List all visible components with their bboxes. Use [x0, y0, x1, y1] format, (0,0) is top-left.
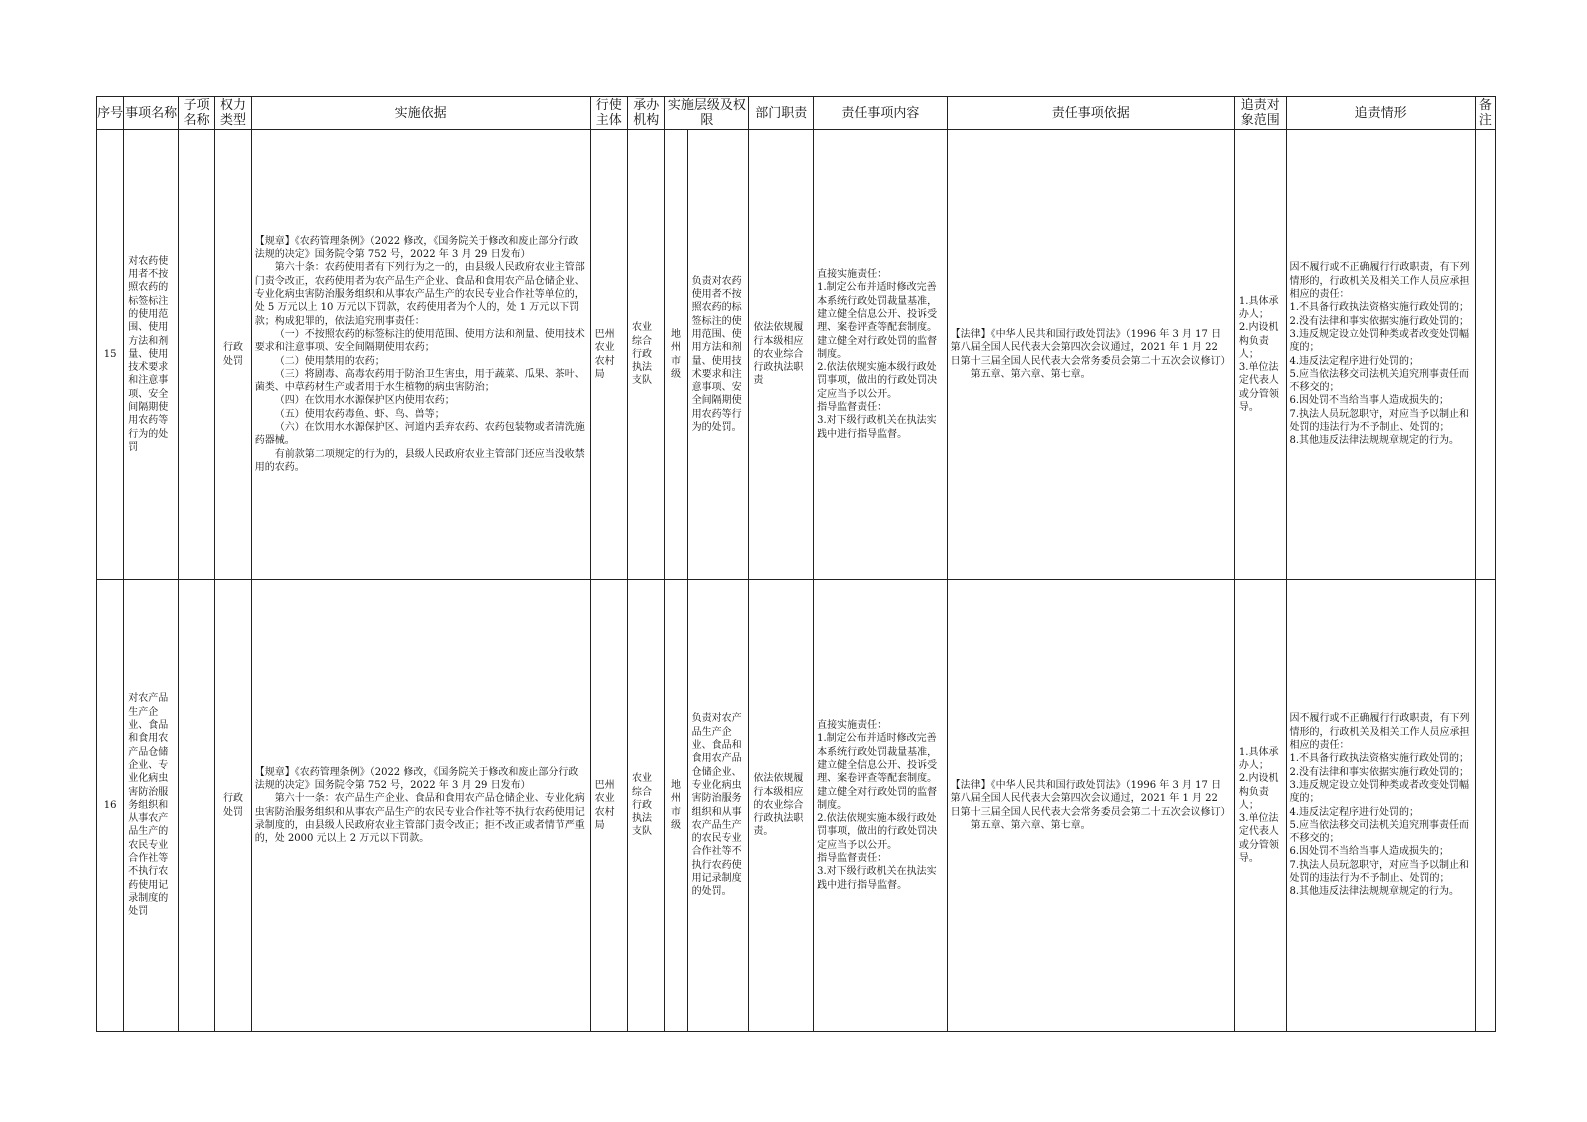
item-name: 对农产品生产企业、食品和食用农产品仓储企业、专业化病虫害防治服务组织和从事农产品生产的农民专业合作社等不执行农药使用记录制度的处罚: [124, 580, 179, 1032]
table-row: [97, 130, 1496, 580]
scope-line: 3.单位法定代表人或分管领导。: [1238, 813, 1279, 865]
scope-line: 2.内设机构负责人；: [1238, 773, 1279, 811]
basis-cell: [251, 130, 590, 580]
power-type: 行政处罚: [215, 580, 251, 1032]
situation-line: 5.应当依法移交司法机关追究刑事责任而不移交的；: [1289, 819, 1470, 845]
header-sub-name: 子项名称: [178, 97, 214, 130]
situations-cell: [1286, 130, 1475, 580]
basis-paragraph: （三）将剧毒、高毒农药用于防治卫生害虫，用于蔬菜、瓜果、茶叶、菌类、中草药材生产或者用于水生植物的病虫害防治；: [254, 368, 585, 394]
content-line: 2.依法依规实施本级行政处罚事项，做出的行政处罚决定应当予以公开。: [817, 813, 938, 851]
situation-line: 2.没有法律和事实依据实施行政处罚的；: [1289, 766, 1470, 778]
agency: 农业综合行政执法支队: [628, 580, 665, 1032]
basis-paragraph: （六）在饮用水水源保护区、河道内丢弃农药、农药包装物或者清洗施药器械。: [254, 421, 585, 447]
situation-line: 7.执法人员玩忽职守，对应当予以制止和处罚的违法行为不予制止、处罚的；: [1289, 859, 1470, 884]
content-line: 3.对下级行政机关在执法实践中进行指导监督。: [817, 415, 937, 440]
remark: [1475, 580, 1495, 1032]
situation-line: 7.执法人员玩忽职守，对应当予以制止和处罚的违法行为不予制止、处罚的；: [1289, 408, 1470, 433]
situation-line: 4.违反法定程序进行处罚的；: [1289, 806, 1420, 818]
item-name: 对农药使用者不按照农药的标签标注的使用范围、使用方法和剂量、使用技术要求和注意事项、安全间隔期使用农药等行为的处罚: [124, 130, 179, 580]
situation-line: 6.因处罚不当给当事人造成损失的；: [1289, 846, 1450, 858]
content-line: 指导监督责任：: [817, 853, 888, 865]
row-no: 16: [97, 580, 124, 1032]
content-line: 1.制定公布并适时修改完善本系统行政处罚裁量基准，建立健全信息公开、投诉受理、案卷评查等配套制度。建立健全对行政处罚的监督制度。: [817, 733, 938, 811]
basis-paragraph: （五）使用农药毒鱼、虾、鸟、兽等；: [274, 408, 445, 420]
resp-basis-line: 第五章、第六章、第七章。: [970, 368, 1091, 380]
basis-paragraph: 第六十一条：农产品生产企业、食品和食用农产品仓储企业、专业化病虫害防治服务组织和从事农产品生产的农民专业合作社等不执行农药使用记录制度的，由县级人民政府农业主管部门责令改正；拒不改正或者情节严重的，处 2000 元以上 2 万元以下罚款。: [254, 793, 585, 845]
header-scope: 追责对象范围: [1234, 97, 1286, 130]
situation-line: 1.不具备行政执法资格实施行政处罚的；: [1289, 302, 1470, 314]
responsibility-list-table: [96, 96, 1496, 1032]
situation-line: 2.没有法律和事实依据实施行政处罚的；: [1289, 315, 1470, 327]
power-type: 行政处罚: [215, 130, 251, 580]
basis-paragraph: 有前款第二项规定的行为的，县级人民政府农业主管部门还应当没收禁用的农药。: [254, 448, 585, 473]
scope-line: 1.具体承办人；: [1238, 295, 1279, 320]
content-line: 3.对下级行政机关在执法实践中进行指导监督。: [817, 866, 937, 891]
situation-line: 因不履行或不正确履行行政职责，有下列情形的，行政机关及相关工作人员应承担相应的责任：: [1289, 262, 1470, 301]
basis-paragraph: 【规章】《农药管理条例》（2022 修改，《国务院关于修改和废止部分行政法规的决定》国务院令第 752 号，2022 年 3 月 29 日发布）: [254, 235, 579, 261]
remark: [1475, 130, 1495, 580]
header-subject: 行使主体: [590, 97, 627, 130]
situation-line: 4.违反法定程序进行处罚的；: [1289, 355, 1420, 367]
authority: 负责对农产品生产企业、食品和食用农产品仓储企业、专业化病虫害防治服务组织和从事农产品生产的农民专业合作社等不执行农药使用记录制度的处罚。: [687, 580, 749, 1032]
header-situations: 追责情形: [1286, 97, 1475, 130]
level: 地州市级: [665, 130, 687, 580]
header-power-type: 权力类型: [215, 97, 251, 130]
table-header-row: [97, 97, 1496, 130]
agency: 农业综合行政执法支队: [628, 130, 665, 580]
header-remark: 备注: [1475, 97, 1495, 130]
situation-line: 3.违反规定设立处罚种类或者改变处罚幅度的；: [1289, 779, 1470, 805]
subject: 巴州农业农村局: [590, 130, 627, 580]
situation-line: 8.其他违反法律法规规章规定的行为。: [1289, 886, 1460, 898]
basis-cell: [251, 580, 590, 1032]
content-line: 2.依法依规实施本级行政处罚事项，做出的行政处罚决定应当予以公开。: [817, 362, 938, 400]
basis-paragraph: （四）在饮用水水源保护区内使用农药；: [274, 395, 455, 407]
scope-line: 3.单位法定代表人或分管领导。: [1238, 362, 1279, 414]
level: 地州市级: [665, 580, 687, 1032]
header-duty: 部门职责: [749, 97, 814, 130]
resp-basis-line: 【法律】《中华人民共和国行政处罚法》（1996 年 3 月 17 日第八届全国人民代表大会第四次会议通过，2021 年 1 月 22 日第十三届全国人民代表大会常务委员会第二十五次会议修订）: [950, 328, 1231, 367]
situation-line: 因不履行或不正确履行行政职责，有下列情形的，行政机关及相关工作人员应承担相应的责任：: [1289, 713, 1470, 752]
sub-name: [178, 130, 214, 580]
header-no: 序号: [97, 97, 124, 130]
sub-name: [178, 580, 214, 1032]
scope-cell: [1234, 130, 1286, 580]
basis-paragraph: （二）使用禁用的农药；: [274, 355, 385, 367]
header-content: 责任事项内容: [814, 97, 948, 130]
header-basis: 实施依据: [251, 97, 590, 130]
content-line: 直接实施责任：: [817, 269, 888, 281]
basis-paragraph: （一）不按照农药的标签标注的使用范围、使用方法和剂量、使用技术要求和注意事项、安全间隔期使用农药；: [254, 328, 585, 354]
subject: 巴州农业农村局: [590, 580, 627, 1032]
resp-basis-line: 【法律】《中华人民共和国行政处罚法》（1996 年 3 月 17 日第八届全国人民代表大会第四次会议通过，2021 年 1 月 22 日第十三届全国人民代表大会常务委员会第二十五次会议修订）: [950, 779, 1231, 818]
scope-line: 1.具体承办人；: [1238, 746, 1279, 771]
content-line: 直接实施责任：: [817, 720, 888, 732]
scope-line: 2.内设机构负责人；: [1238, 322, 1279, 360]
content-line: 1.制定公布并适时修改完善本系统行政处罚裁量基准，建立健全信息公开、投诉受理、案卷评查等配套制度。建立健全对行政处罚的监督制度。: [817, 282, 938, 360]
content-line: 指导监督责任：: [817, 402, 888, 414]
header-resp-basis: 责任事项依据: [947, 97, 1234, 130]
table-row: [97, 580, 1496, 1032]
authority: 负责对农药使用者不按照农药的标签标注的使用范围、使用方法和剂量、使用技术要求和注意事项、安全间隔期使用农药等行为的处罚。: [687, 130, 749, 580]
resp-basis-line: 第五章、第六章、第七章。: [970, 819, 1091, 831]
resp-basis-cell: [947, 130, 1234, 580]
duty: 依法依规履行本级相应的农业综合行政执法职责。: [749, 580, 814, 1032]
duty: 依法依规履行本级相应的农业综合行政执法职责: [749, 130, 814, 580]
situation-line: 5.应当依法移交司法机关追究刑事责任而不移交的；: [1289, 368, 1470, 394]
header-level: 实施层级及权限: [665, 97, 749, 130]
basis-paragraph: 【规章】《农药管理条例》（2022 修改，《国务院关于修改和废止部分行政法规的决定》国务院令第 752 号，2022 年 3 月 29 日发布）: [254, 766, 579, 791]
situation-line: 3.违反规定设立处罚种类或者改变处罚幅度的；: [1289, 328, 1470, 354]
basis-paragraph: 第六十条：农药使用者有下列行为之一的，由县级人民政府农业主管部门责令改正，农药使用者为农产品生产企业、食品和食用农产品仓储企业、专业化病虫害防治服务组织和从事农产品生产的农民专业合作社等单位的，处 5 万元以上 10 万元以下罚款，农药使用者为个人的，处 1 万元以下罚款；构成犯罪的，依法追究刑事责任：: [254, 262, 585, 327]
content-cell: [814, 580, 948, 1032]
header-item-name: 事项名称: [124, 97, 179, 130]
situation-line: 6.因处罚不当给当事人造成损失的；: [1289, 395, 1450, 407]
situation-line: 1.不具备行政执法资格实施行政处罚的；: [1289, 753, 1470, 765]
row-no: 15: [97, 130, 124, 580]
content-cell: [814, 130, 948, 580]
situation-line: 8.其他违反法律法规规章规定的行为。: [1289, 435, 1460, 447]
resp-basis-cell: [947, 580, 1234, 1032]
scope-cell: [1234, 580, 1286, 1032]
header-agency: 承办机构: [628, 97, 665, 130]
situations-cell: [1286, 580, 1475, 1032]
